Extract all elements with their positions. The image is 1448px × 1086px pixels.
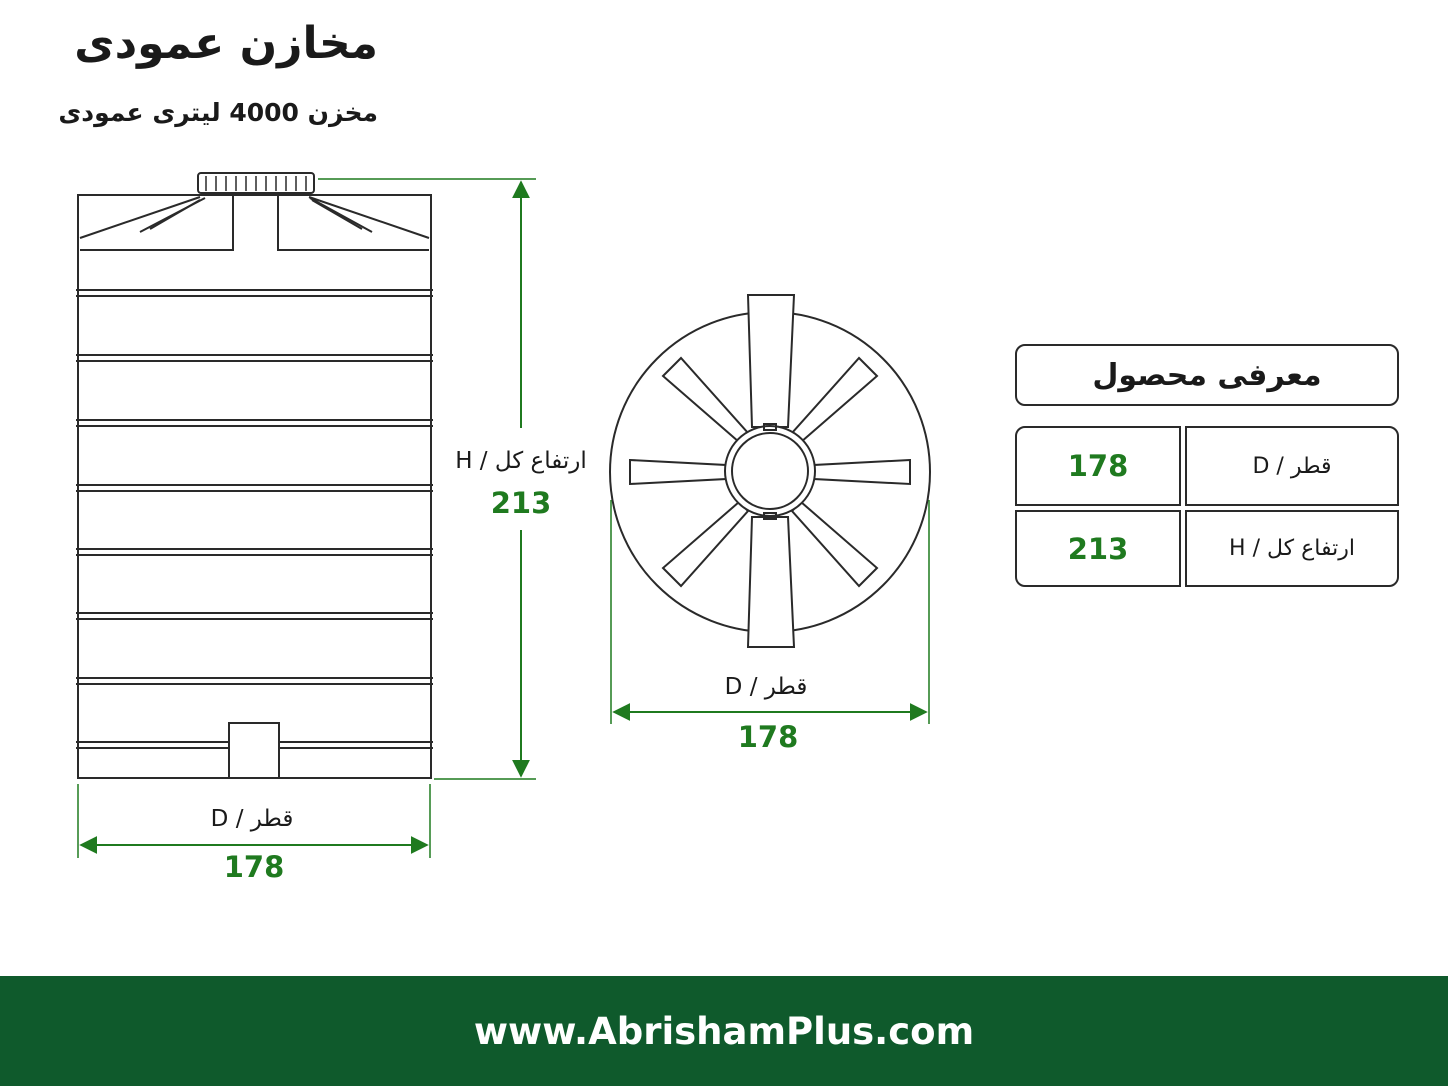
height-dimension bbox=[318, 179, 536, 779]
spec-table-header: معرفی محصول bbox=[1015, 344, 1399, 406]
rib-north bbox=[748, 295, 794, 427]
rib-southwest bbox=[663, 502, 748, 586]
lid-grip bbox=[206, 176, 306, 191]
front-diameter-value: 178 bbox=[223, 850, 285, 884]
tank-neck bbox=[80, 195, 429, 250]
rib-south bbox=[748, 517, 794, 647]
spec-row-diameter-value: 178 bbox=[1067, 449, 1129, 483]
top-diameter-label: قطر / D bbox=[724, 674, 808, 700]
spec-row-diameter-value-cell bbox=[1015, 426, 1181, 506]
rib-northeast bbox=[792, 358, 877, 442]
spec-row-height-value-cell bbox=[1015, 510, 1181, 587]
rib-east bbox=[814, 460, 910, 484]
spec-row-height-label: ارتفاع کل / H bbox=[1229, 536, 1355, 561]
height-value: 213 bbox=[490, 486, 552, 520]
footer-banner bbox=[0, 976, 1448, 1086]
rib-northwest bbox=[663, 358, 748, 442]
tank-rings bbox=[76, 290, 433, 748]
rib-southeast bbox=[792, 502, 877, 586]
top-diameter-value: 178 bbox=[737, 720, 799, 754]
tank-shoulder-right bbox=[309, 197, 429, 238]
page-subtitle: مخزن 4000 لیتری عمودی bbox=[58, 98, 378, 127]
website-link[interactable]: www.AbrishamPlus.com bbox=[473, 1009, 975, 1053]
front-diameter-label: قطر / D bbox=[210, 806, 294, 832]
page-title: مخازن عمودی bbox=[74, 18, 378, 69]
spec-row-diameter-label: قطر / D bbox=[1252, 453, 1332, 479]
tank-top-view bbox=[610, 295, 930, 647]
tank-body bbox=[78, 195, 431, 778]
top-lid-outer bbox=[725, 426, 815, 516]
height-label: ارتفاع کل / H bbox=[455, 448, 587, 474]
tank-front-view bbox=[76, 173, 433, 778]
rib-west bbox=[630, 460, 726, 484]
spec-row-diameter-label-cell bbox=[1185, 426, 1399, 506]
tank-outlet bbox=[229, 723, 279, 778]
spec-row-height-label-cell bbox=[1185, 510, 1399, 587]
spec-row-height-value: 213 bbox=[1067, 531, 1129, 566]
